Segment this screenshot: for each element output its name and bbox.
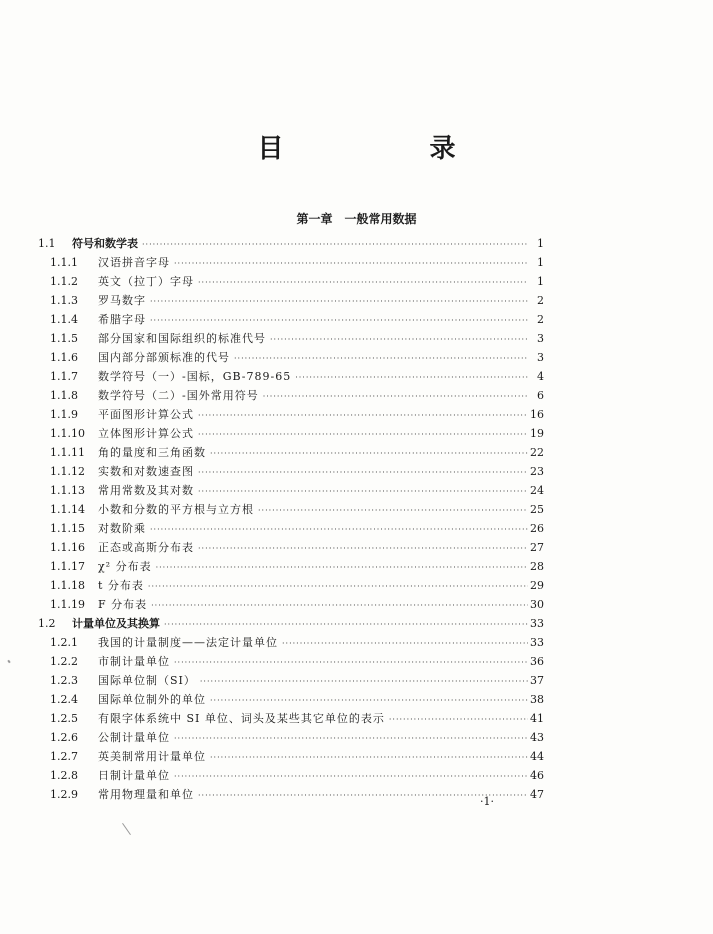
toc-entry-label: 实数和对数速查图: [98, 465, 194, 478]
toc-leader-dots: [210, 696, 528, 705]
toc-entry-page: 44: [530, 750, 544, 763]
toc-leader-dots: [148, 582, 528, 591]
toc-entry-number: 1.2.7: [50, 750, 78, 763]
toc-entry-page: 27: [530, 541, 544, 554]
toc-entry-page: 38: [530, 693, 544, 706]
toc-entry-number: 1.2.5: [50, 712, 78, 725]
toc-leader-dots: [210, 449, 528, 458]
toc-entry: [50, 501, 544, 520]
toc-entry-number: 1.1.6: [50, 351, 78, 364]
toc-entry-label: 常用物理量和单位: [98, 788, 194, 801]
toc-entry-label: t 分布表: [98, 579, 144, 592]
toc-entry: [50, 330, 544, 349]
toc-entry-page: 22: [530, 446, 544, 459]
toc-entry-number: 1.1.12: [50, 465, 85, 478]
toc-entry-label: 希腊字母: [98, 313, 146, 326]
toc-entry: [50, 710, 544, 729]
toc-entry-page: 28: [530, 560, 544, 573]
toc-entry-number: 1.1.8: [50, 389, 78, 402]
toc-entry: [50, 786, 544, 805]
toc-leader-dots: [258, 506, 528, 515]
toc-entry-number: 1.1.15: [50, 522, 85, 535]
toc-entry-label: 国内部分部颁标准的代号: [98, 351, 230, 364]
toc-entry-label: 汉语拼音字母: [98, 256, 170, 269]
toc-entry: [50, 406, 544, 425]
toc-entry-label: 有限字体系统中 SI 单位、词头及某些其它单位的表示: [98, 712, 385, 725]
toc-leader-dots: [150, 297, 528, 306]
toc-entry: [50, 539, 544, 558]
page-number: ·1·: [480, 795, 494, 808]
toc-leader-dots: [142, 240, 528, 249]
toc-entry: [50, 672, 544, 691]
toc-entry-label: 角的量度和三角函数: [98, 446, 206, 459]
toc-entry-page: 1: [537, 256, 544, 269]
toc-leader-dots: [200, 677, 528, 686]
toc-entry-number: 1.1.13: [50, 484, 85, 497]
toc-entry-number: 1.1.16: [50, 541, 85, 554]
toc-entry: [50, 482, 544, 501]
toc-leader-dots: [198, 468, 528, 477]
toc-entry-number: 1.2.3: [50, 674, 78, 687]
toc-leader-dots: [389, 715, 528, 724]
toc-leader-dots: [210, 753, 528, 762]
toc-entry-label: 公制计量单位: [98, 731, 170, 744]
toc-entry-label: 日制计量单位: [98, 769, 170, 782]
toc-entry-label: 小数和分数的平方根与立方根: [98, 503, 254, 516]
toc-entry: [38, 235, 544, 254]
toc-entry: [50, 387, 544, 406]
toc-entry: [50, 425, 544, 444]
toc-entry-page: 37: [530, 674, 544, 687]
toc-entry-label: 平面图形计算公式: [98, 408, 194, 421]
toc-entry-page: 33: [530, 636, 544, 649]
toc-entry-label: 计量单位及其换算: [72, 617, 160, 630]
toc-entry: [38, 615, 544, 634]
toc-entry-page: 36: [530, 655, 544, 668]
toc-entry-page: 19: [530, 427, 544, 440]
toc-leader-dots: [263, 392, 528, 401]
toc-entry: [50, 444, 544, 463]
toc-entry-page: 1: [537, 237, 544, 250]
toc-entry-page: 47: [530, 788, 544, 801]
toc-entry-label: 常用常数及其对数: [98, 484, 194, 497]
toc-entry: [50, 254, 544, 273]
toc-entry-page: 41: [530, 712, 544, 725]
toc-leader-dots: [151, 601, 528, 610]
toc-entry-label: 立体图形计算公式: [98, 427, 194, 440]
toc-entry-number: 1.2.1: [50, 636, 78, 649]
toc-entry-page: 30: [530, 598, 544, 611]
toc-entry: [50, 596, 544, 615]
toc-entry-label: 数学符号（一）-国标，GB-789-65: [98, 370, 292, 383]
toc-leader-dots: [198, 278, 528, 287]
toc-entry-label: 符号和数学表: [72, 237, 138, 250]
toc-entry-number: 1.1.7: [50, 370, 78, 383]
toc-entry: [50, 311, 544, 330]
toc-leader-dots: [174, 772, 528, 781]
toc-entry-label: 英文（拉丁）字母: [98, 275, 194, 288]
toc-entry: [50, 653, 544, 672]
toc-entry-number: 1.1.18: [50, 579, 85, 592]
toc-entry-label: 国际单位制外的单位: [98, 693, 206, 706]
toc-entry: [50, 368, 544, 387]
toc-entry-label: 数学符号（二）-国外常用符号: [98, 389, 259, 402]
toc-entry: [50, 273, 544, 292]
toc-entry-number: 1.1.9: [50, 408, 78, 421]
toc-entry-label: F 分布表: [98, 598, 148, 611]
scan-mark: [122, 823, 131, 835]
toc-entry-label: 部分国家和国际组织的标准代号: [98, 332, 266, 345]
toc-entry-page: 2: [537, 294, 544, 307]
toc-entry: [50, 349, 544, 368]
toc-entry-label: 市制计量单位: [98, 655, 170, 668]
toc-entry-page: 23: [530, 465, 544, 478]
toc-leader-dots: [150, 525, 528, 534]
toc-entry-number: 1.1.4: [50, 313, 78, 326]
page-title: 目 录: [257, 134, 516, 164]
toc-leader-dots: [198, 487, 528, 496]
toc-entry: [50, 577, 544, 596]
chapter-heading: 第一章 一般常用数据: [296, 212, 417, 226]
toc-entry: [50, 520, 544, 539]
toc-entry-number: 1.2.2: [50, 655, 78, 668]
toc-entry-number: 1.2.9: [50, 788, 78, 801]
toc-entry-label: 罗马数字: [98, 294, 146, 307]
toc-leader-dots: [270, 335, 528, 344]
toc-entry-number: 1.2.6: [50, 731, 78, 744]
toc-entry-page: 1: [537, 275, 544, 288]
toc-entry-label: 英美制常用计量单位: [98, 750, 206, 763]
toc-entry-number: 1.1.11: [50, 446, 85, 459]
toc-entry-page: 2: [537, 313, 544, 326]
toc-entry: [50, 748, 544, 767]
toc-entry-page: 25: [530, 503, 544, 516]
toc-entry-number: 1.1.2: [50, 275, 78, 288]
toc-entry-page: 26: [530, 522, 544, 535]
scan-mark: [7, 660, 10, 664]
toc-leader-dots: [198, 430, 528, 439]
toc-entry-number: 1.2: [38, 617, 56, 630]
toc-entry-page: 3: [537, 332, 544, 345]
toc-entry: [50, 558, 544, 577]
toc-entry-number: 1.1.17: [50, 560, 85, 573]
toc-entry-label: 正态或高斯分布表: [98, 541, 194, 554]
toc-leader-dots: [234, 354, 528, 363]
toc-leader-dots: [150, 316, 528, 325]
toc-entry: [50, 729, 544, 748]
toc-entry-page: 24: [530, 484, 544, 497]
toc-entry: [50, 634, 544, 653]
toc-entry-page: 29: [530, 579, 544, 592]
toc-leader-dots: [164, 620, 528, 629]
toc-leader-dots: [156, 563, 528, 572]
toc-entry: [50, 767, 544, 786]
toc-leader-dots: [174, 259, 528, 268]
toc-entry-page: 6: [537, 389, 544, 402]
toc-entry-page: 16: [530, 408, 544, 421]
toc-entry-number: 1.1.14: [50, 503, 85, 516]
toc-entry-label: χ² 分布表: [98, 560, 152, 573]
toc-entry: [50, 463, 544, 482]
toc-entry-number: 1.1.1: [50, 256, 78, 269]
toc-entry: [50, 292, 544, 311]
toc-entry-page: 46: [530, 769, 544, 782]
toc-entry-number: 1.1.19: [50, 598, 85, 611]
toc-entry-number: 1.1: [38, 237, 56, 250]
toc-leader-dots: [174, 658, 528, 667]
toc-entry-number: 1.1.3: [50, 294, 78, 307]
toc-entry-number: 1.1.10: [50, 427, 85, 440]
toc-entry-label: 对数阶乘: [98, 522, 146, 535]
toc-entry-number: 1.2.8: [50, 769, 78, 782]
toc-leader-dots: [295, 373, 528, 382]
toc-leader-dots: [174, 734, 528, 743]
toc-entry-number: 1.2.4: [50, 693, 78, 706]
toc-entry-page: 43: [530, 731, 544, 744]
toc-leader-dots: [198, 791, 528, 800]
toc-leader-dots: [198, 411, 528, 420]
toc-leader-dots: [282, 639, 528, 648]
toc-entry-page: 3: [537, 351, 544, 364]
toc-leader-dots: [198, 544, 528, 553]
toc-entry-page: 4: [537, 370, 544, 383]
toc-entry-label: 我国的计量制度——法定计量单位: [98, 636, 278, 649]
toc-entry-number: 1.1.5: [50, 332, 78, 345]
toc-entry-page: 33: [530, 617, 544, 630]
toc-entry: [50, 691, 544, 710]
toc-entry-label: 国际单位制（SI）: [98, 674, 196, 687]
